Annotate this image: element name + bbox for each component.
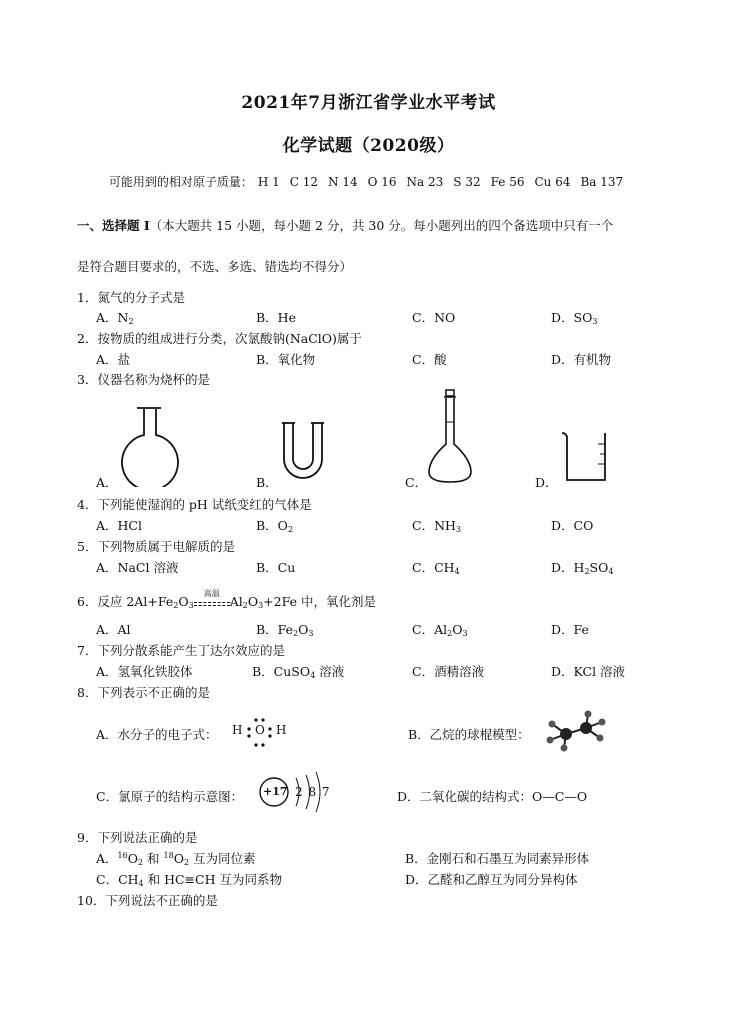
question-1-stem: 1．氮气的分子式是 [77, 290, 185, 305]
q2-option-a: A．盐 [96, 352, 131, 367]
question-5-stem: 5．下列物质属于电解质的是 [77, 539, 235, 554]
q4-option-d: D．CO [551, 518, 594, 533]
q4-option-c: C．$NH_3$ [412, 518, 461, 534]
reaction-condition: 高温 [194, 600, 230, 606]
q1-option-b: B．He [256, 310, 296, 325]
q7-option-d: D．KCl 溶液 [551, 664, 626, 679]
q1-option-a: A．$N_2$ [96, 310, 134, 326]
question-10-stem: 10．下列说法不正确的是 [77, 893, 218, 908]
q7-option-c: C．酒精溶液 [412, 664, 485, 679]
q6-option-d: D．Fe [551, 622, 589, 637]
question-4-stem: 4．下列能使湿润的 pH 试纸变红的气体是 [77, 497, 312, 512]
page-title: 2021年7月浙江省学业水平考试 [241, 93, 496, 113]
q3-option-a: A． [96, 475, 118, 490]
q4-option-b: B．$O_2$ [256, 518, 294, 534]
q1-option-c: C．NO [412, 310, 456, 325]
atomic-masses-label: 可能用到的相对原子质量： [108, 175, 253, 189]
q5-option-a: A．NaCl 溶液 [96, 560, 179, 575]
q1-option-d: D．$SO_3$ [551, 310, 598, 326]
section-heading: 一、选择题 I（本大题共 15 小题，每小题 2 分，共 30 分。每小题列出的四个备选项中只有一个 [77, 218, 614, 233]
q2-option-b: B．氧化物 [256, 352, 316, 367]
q2-option-d: D．有机物 [551, 352, 612, 367]
question-8-stem: 8．下列表示不正确的是 [77, 685, 210, 700]
round-flask-icon [118, 405, 184, 487]
q5-option-b: B．Cu [256, 560, 296, 575]
q3-option-c: C． [405, 475, 428, 490]
q8-option-d: D．二氧化碳的结构式：O—C—O [397, 789, 588, 804]
q6-option-b: B．$Fe_2O_3$ [256, 622, 314, 638]
q9-option-d: D．乙醛和乙醇互为同分异构体 [405, 872, 578, 887]
electron-dots-icon [232, 716, 292, 750]
q3-option-d: D． [535, 475, 558, 490]
q9-option-c: C．$CH_4$ 和 HC≡CH 互为同系物 [96, 872, 282, 888]
q8-option-c: C．氯原子的结构示意图： [96, 789, 244, 804]
u-tube-icon [281, 421, 325, 483]
atomic-masses: 可能用到的相对原子质量： H 1 C 12 N 14 O 16 Na 23 S 32 Fe 56 Cu 64 Ba 137 [108, 175, 624, 189]
q7-option-a: A．氢氧化铁胶体 [96, 664, 193, 679]
nucleus-charge: +17 [263, 785, 288, 798]
question-9-stem: 9．下列说法正确的是 [77, 830, 198, 845]
q7-option-b: B．CuSO$_4$ 溶液 [252, 664, 345, 680]
q6-option-c: C．$Al_2O_3$ [412, 622, 468, 638]
q8-option-a: A．水分子的电子式： [96, 727, 218, 742]
q9-option-a: A．$^{16}O_2$ 和 $^{18}O_2$ 互为同位素 [96, 851, 256, 867]
electron-shells: 2 8 7 [295, 785, 331, 799]
q4-option-a: A．HCl [96, 518, 142, 533]
q9-option-b: B．金刚石和石墨互为同素异形体 [405, 851, 590, 866]
question-3-stem: 3．仪器名称为烧杯的是 [77, 372, 210, 387]
q3-option-b: B． [256, 475, 278, 490]
ethane-ball-stick-icon [544, 710, 610, 752]
q8-option-b: B．乙烷的球棍模型： [408, 727, 530, 742]
q5-option-d: D．$H_2SO_4$ [551, 560, 614, 576]
question-2-stem: 2．按物质的组成进行分类，次氯酸钠(NaClO)属于 [77, 331, 362, 346]
beaker-icon [559, 430, 611, 486]
q5-option-c: C．$CH_4$ [412, 560, 460, 576]
volumetric-flask-icon [425, 388, 475, 486]
q2-option-c: C．酸 [412, 352, 447, 367]
section-desc: 是符合题目要求的，不选、多选、错选均不得分） [77, 259, 353, 274]
q6-option-a: A．Al [96, 622, 131, 637]
water-electron-formula: H O H [232, 722, 292, 746]
chlorine-atom-diagram [258, 770, 334, 814]
question-7-stem: 7．下列分散系能产生丁达尔效应的是 [77, 643, 285, 658]
question-6-stem: 6．反应 $2Al+Fe_2O_3$ 高温 $Al_2O_3+2Fe$ 中，氧化剂是 [77, 588, 376, 610]
page-subtitle: 化学试题（2020级） [282, 136, 455, 156]
